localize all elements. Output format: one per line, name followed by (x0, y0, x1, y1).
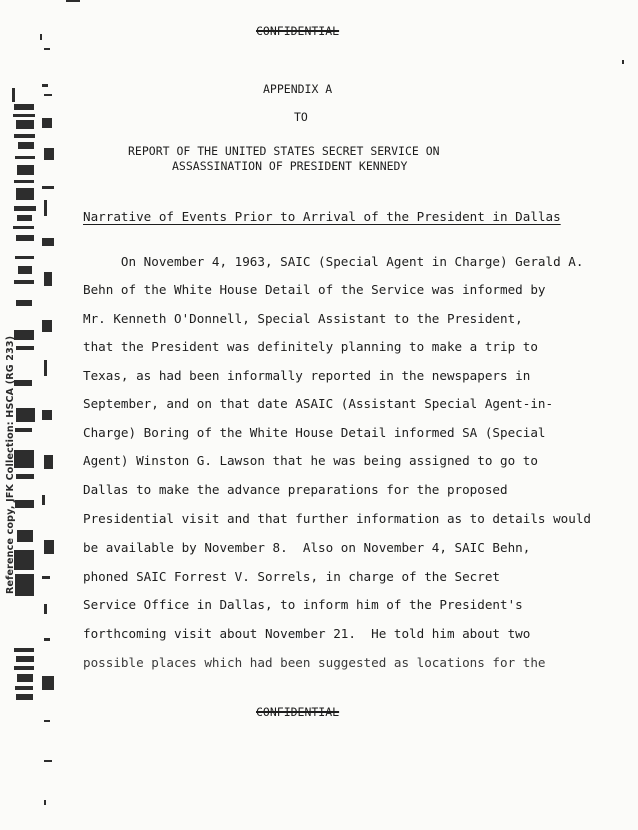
body-line: Texas, as had been informally reported in the newspapers in (83, 368, 531, 383)
scan-speck (622, 60, 624, 64)
body-line: September, and on that date ASAIC (Assistant Special Agent-in- (83, 396, 554, 411)
body-line: Service Office in Dallas, to inform him of the President's (83, 597, 523, 612)
classification-bottom: CONFIDENTIAL (256, 705, 340, 719)
body-line: possible places which had been suggested as locations for the (83, 655, 546, 670)
section-heading: Narrative of Events Prior to Arrival of the President in Dallas (83, 209, 561, 224)
classification-top: CONFIDENTIAL (256, 24, 340, 38)
appendix-title: APPENDIX A (263, 82, 333, 96)
body-line: Agent) Winston G. Lawson that he was being assigned to go to (83, 453, 538, 468)
report-title-line-1: REPORT OF THE UNITED STATES SECRET SERVICE ON (128, 144, 440, 158)
body-line: Behn of the White House Detail of the Service was informed by (83, 282, 546, 297)
body-line: Presidential visit and that further information as to details would (83, 511, 591, 526)
body-line: be available by November 8. Also on November 4, SAIC Behn, (83, 540, 531, 555)
report-title-line-2: ASSASSINATION OF PRESIDENT KENNEDY (172, 159, 408, 173)
body-line: Dallas to make the advance preparations for the proposed (83, 482, 508, 497)
appendix-to: TO (294, 110, 308, 124)
body-line: Charge) Boring of the White House Detail informed SA (Special (83, 425, 546, 440)
body-line: that the President was definitely planning to make a trip to (83, 339, 538, 354)
body-line: On November 4, 1963, SAIC (Special Agent in Charge) Gerald A. (83, 254, 584, 269)
reference-copy-stamp: Reference copy, JFK Collection: HSCA (RG 233) (5, 335, 16, 594)
body-line: phoned SAIC Forrest V. Sorrels, in charge of the Secret (83, 569, 501, 584)
body-line: forthcoming visit about November 21. He told him about two (83, 626, 531, 641)
body-line: Mr. Kenneth O'Donnell, Special Assistant to the President, (83, 311, 523, 326)
